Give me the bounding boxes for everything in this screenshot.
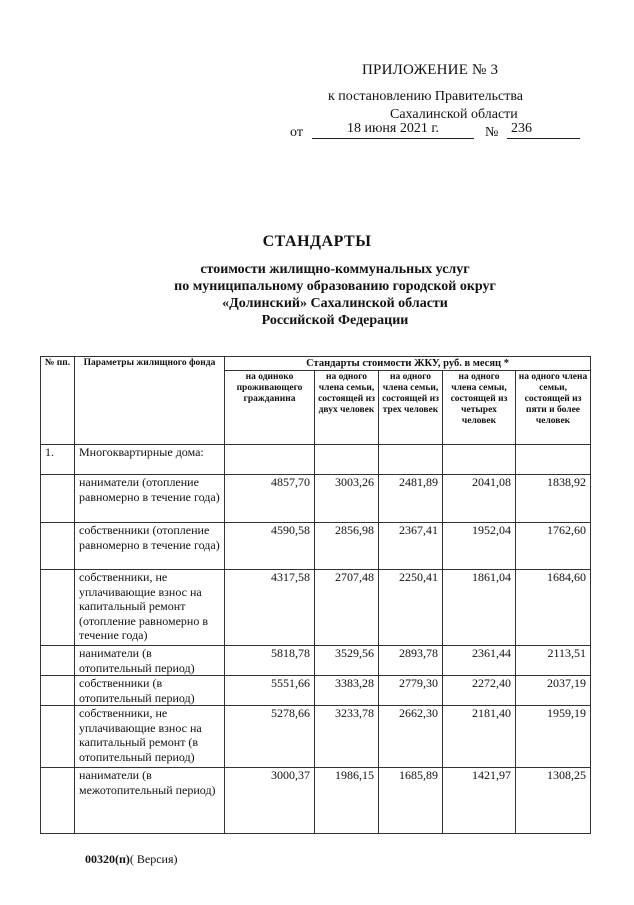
row-value: 2481,89 bbox=[379, 475, 443, 523]
subtitle-line-1: стоимости жилищно-коммунальных услуг bbox=[200, 262, 470, 277]
row-value: 3529,56 bbox=[315, 646, 379, 676]
row-value: 3233,78 bbox=[315, 706, 379, 768]
row-value: 1685,89 bbox=[379, 768, 443, 834]
col-header-params: Параметры жилищного фонда bbox=[75, 357, 225, 445]
col-header-two: на одного члена семьи, состоящей из двух человек bbox=[315, 371, 379, 445]
row-value: 1952,04 bbox=[443, 523, 516, 570]
row-value: 1959,19 bbox=[516, 706, 591, 768]
footer-code bbox=[85, 852, 178, 867]
empty-cell bbox=[443, 445, 516, 475]
row-value: 4590,58 bbox=[225, 523, 315, 570]
row-value: 2893,78 bbox=[379, 646, 443, 676]
row-value: 2367,41 bbox=[379, 523, 443, 570]
row-value: 2037,19 bbox=[516, 676, 591, 706]
row-label: собственники, не уплачивающие взнос на капитальный ремонт (в отопительный период) bbox=[75, 706, 225, 768]
empty-cell bbox=[315, 445, 379, 475]
section-row bbox=[41, 445, 591, 475]
col-header-single: на одиноко проживающего гражданина bbox=[225, 371, 315, 445]
subtitle-line-3: «Долинский» Сахалинской области bbox=[222, 296, 448, 311]
row-number-cell bbox=[41, 570, 75, 646]
row-value: 1762,60 bbox=[516, 523, 591, 570]
row-value: 2856,98 bbox=[315, 523, 379, 570]
table-row bbox=[41, 646, 591, 676]
col-header-three: на одного члена семьи, состоящей из трех человек bbox=[379, 371, 443, 445]
row-label: наниматели (в отопительный период) bbox=[75, 646, 225, 676]
table-row bbox=[41, 768, 591, 834]
row-number-cell bbox=[41, 768, 75, 834]
row-number-cell bbox=[41, 646, 75, 676]
row-value: 5551,66 bbox=[225, 676, 315, 706]
footer-doc-code: 00320(п) bbox=[85, 852, 130, 866]
row-value: 1861,04 bbox=[443, 570, 516, 646]
row-value: 2272,40 bbox=[443, 676, 516, 706]
empty-cell bbox=[516, 445, 591, 475]
row-number-cell bbox=[41, 523, 75, 570]
table-row bbox=[41, 676, 591, 706]
row-label: собственники (в отопительный период) bbox=[75, 676, 225, 706]
row-number-cell bbox=[41, 676, 75, 706]
date-from-label: от bbox=[290, 125, 303, 140]
row-value: 3000,37 bbox=[225, 768, 315, 834]
row-label: наниматели (в межотопительный период) bbox=[75, 768, 225, 834]
empty-cell bbox=[225, 445, 315, 475]
row-value: 1986,15 bbox=[315, 768, 379, 834]
footer-version: ( Версия) bbox=[129, 852, 178, 866]
row-label: собственники (отопление равномерно в течение года) bbox=[75, 523, 225, 570]
section-number: 1. bbox=[41, 445, 75, 475]
row-value: 3003,26 bbox=[315, 475, 379, 523]
appendix-region-line: Сахалинской области bbox=[390, 107, 518, 122]
row-value: 5278,66 bbox=[225, 706, 315, 768]
table-row bbox=[41, 475, 591, 523]
col-header-number: № пп. bbox=[41, 357, 75, 445]
row-value: 2707,48 bbox=[315, 570, 379, 646]
col-header-group: Стандарты стоимости ЖКУ, руб. в месяц * bbox=[225, 357, 591, 371]
standards-table bbox=[40, 356, 591, 834]
row-value: 2041,08 bbox=[443, 475, 516, 523]
row-number-cell bbox=[41, 706, 75, 768]
row-value: 1838,92 bbox=[516, 475, 591, 523]
row-value: 1308,25 bbox=[516, 768, 591, 834]
appendix-title: ПРИЛОЖЕНИЕ № 3 bbox=[362, 62, 499, 78]
row-value: 4857,70 bbox=[225, 475, 315, 523]
row-value: 4317,58 bbox=[225, 570, 315, 646]
row-value: 5818,78 bbox=[225, 646, 315, 676]
subtitle-line-2: по муниципальному образованию городской округ bbox=[174, 279, 496, 294]
decree-number: 236 bbox=[507, 121, 580, 139]
row-value: 2662,30 bbox=[379, 706, 443, 768]
row-value: 2113,51 bbox=[516, 646, 591, 676]
document-title: СТАНДАРТЫ bbox=[262, 233, 372, 250]
row-value: 2779,30 bbox=[379, 676, 443, 706]
empty-cell bbox=[379, 445, 443, 475]
row-label: наниматели (отопление равномерно в течение года) bbox=[75, 475, 225, 523]
row-value: 2181,40 bbox=[443, 706, 516, 768]
col-header-four: на одного члена семьи, состоящей из четырех человек bbox=[443, 371, 516, 445]
decree-number-label: № bbox=[485, 125, 499, 140]
row-value: 2361,44 bbox=[443, 646, 516, 676]
col-header-five-plus: на одного члена семьи, состоящей из пяти и более человек bbox=[516, 371, 591, 445]
row-value: 1421,97 bbox=[443, 768, 516, 834]
row-value: 1684,60 bbox=[516, 570, 591, 646]
decree-date: 18 июня 2021 г. bbox=[312, 121, 474, 139]
table-row bbox=[41, 706, 591, 768]
row-label: собственники, не уплачивающие взнос на капитальный ремонт (отопление равномерно в течение года) bbox=[75, 570, 225, 646]
section-label: Многоквартирные дома: bbox=[75, 445, 225, 475]
appendix-decree-line: к постановлению Правительства bbox=[328, 89, 524, 104]
row-value: 3383,28 bbox=[315, 676, 379, 706]
row-number-cell bbox=[41, 475, 75, 523]
table-row bbox=[41, 523, 591, 570]
row-value: 2250,41 bbox=[379, 570, 443, 646]
table-row bbox=[41, 570, 591, 646]
subtitle-line-4: Российской Федерации bbox=[261, 313, 409, 328]
